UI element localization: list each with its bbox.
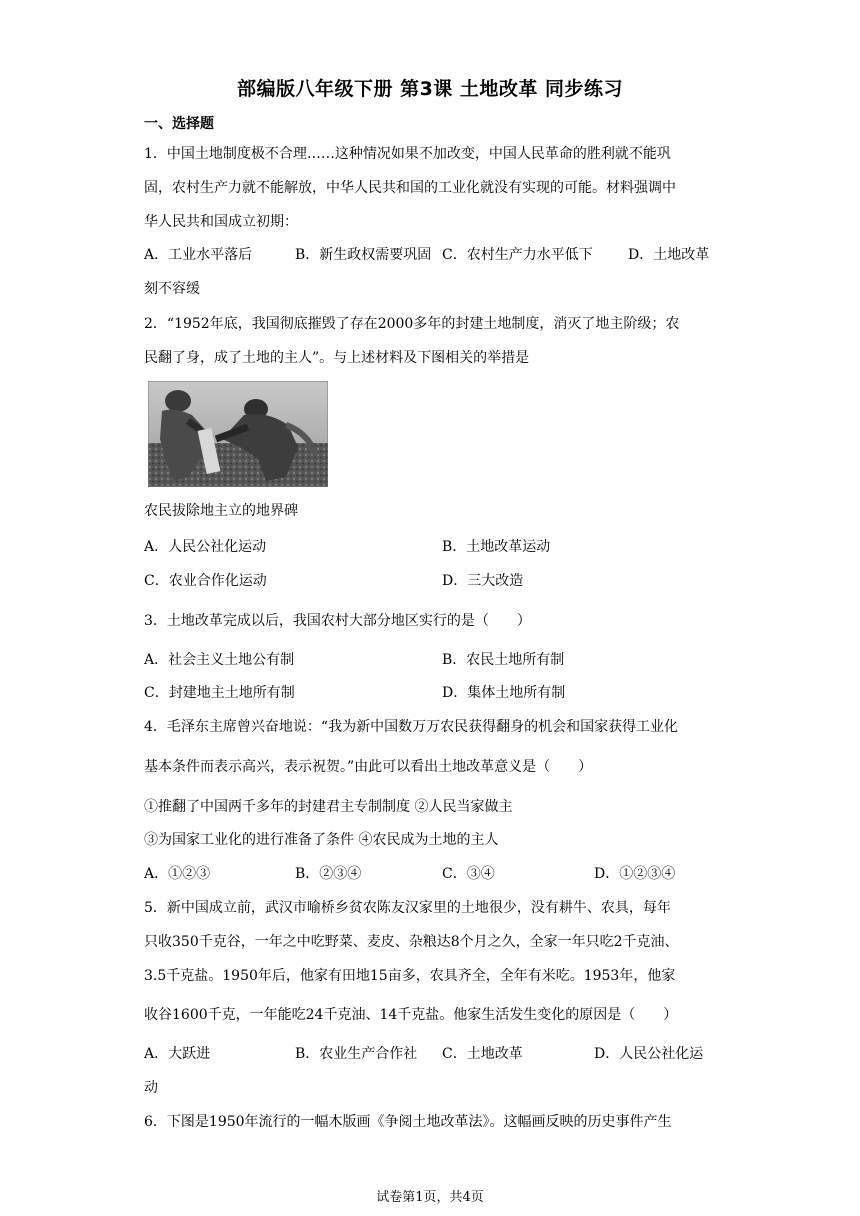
- page-footer: 试卷第1页，共4页: [376, 1190, 484, 1205]
- q1-option-a: A．工业水平落后: [144, 247, 253, 263]
- q3-option-d: D．集体土地所有制: [442, 685, 566, 701]
- q6-line-1: 6．下图是1950年流行的一幅木版画《争阅土地改革法》。这幅画反映的历史事件产生: [144, 1114, 672, 1130]
- q5-line-4: 收谷1600千克，一年能吃24千克油、14千克盐。他家生活发生变化的原因是（ ）: [144, 1007, 678, 1023]
- section-heading: 一、选择题: [144, 116, 214, 132]
- q1-line-3: 华人民共和国成立初期：: [144, 214, 298, 230]
- farmers-removing-boundary-stone-photo: [148, 381, 328, 487]
- q1-option-c: C．农村生产力水平低下: [442, 247, 593, 263]
- q2-line-1: 2．“1952年底，我国彻底摧毁了存在2000多年的封建土地制度，消灭了地主阶级；农: [144, 316, 680, 332]
- q5-option-a: A．大跃进: [144, 1046, 211, 1062]
- q3-option-b: B．农民土地所有制: [442, 652, 565, 668]
- q4-option-d: D．①②③④: [594, 866, 676, 882]
- q2-option-b: B．土地改革运动: [442, 539, 551, 555]
- image-caption: 农民拔除地主立的地界碑: [144, 503, 298, 519]
- q5-option-d-wrap: 动: [144, 1080, 158, 1096]
- q3-option-c: C．封建地主土地所有制: [144, 685, 295, 701]
- q2-line-2: 民翻了身，成了土地的主人”。与上述材料及下图相关的举措是: [144, 350, 530, 366]
- q4-statement-2: ③为国家工业化的进行准备了条件 ④农民成为土地的主人: [144, 832, 499, 848]
- q5-option-c: C．土地改革: [442, 1046, 523, 1062]
- q3-line-1: 3．土地改革完成以后，我国农村大部分地区实行的是（ ）: [144, 613, 531, 629]
- q2-option-d: D．三大改造: [442, 573, 524, 589]
- q1-option-d: D．土地改革: [628, 247, 710, 263]
- page-title: 部编版八年级下册 第3课 土地改革 同步练习: [236, 78, 624, 100]
- q5-option-b: B．农业生产合作社: [295, 1046, 418, 1062]
- q4-line-1: 4．毛泽东主席曾兴奋地说：“我为新中国数万万农民获得翻身的机会和国家获得工业化: [144, 719, 679, 735]
- q4-statement-1: ①推翻了中国两千多年的封建君主专制制度 ②人民当家做主: [144, 799, 513, 815]
- q5-option-d: D．人民公社化运: [594, 1046, 704, 1062]
- q5-line-3: 3.5千克盐。1950年后，他家有田地15亩多，农具齐全，全年有米吃。1953年，他家: [144, 968, 676, 984]
- q4-option-c: C．③④: [442, 866, 495, 882]
- q3-option-a: A．社会主义土地公有制: [144, 652, 295, 668]
- q1-line-2: 固，农村生产力就不能解放，中华人民共和国的工业化就没有实现的可能。材料强调中: [144, 180, 676, 196]
- q2-option-a: A．人民公社化运动: [144, 539, 267, 555]
- q5-line-1: 5．新中国成立前，武汉市喻桥乡贫农陈友汉家里的土地很少，没有耕牛、农具，每年: [144, 900, 671, 916]
- q4-line-2: 基本条件而表示高兴，表示祝贺。”由此可以看出土地改革意义是（ ）: [144, 759, 593, 775]
- q5-line-2: 只收350千克谷，一年之中吃野菜、麦皮、杂粮达8个月之久，全家一年只吃2千克油、: [144, 934, 679, 950]
- q4-option-b: B．②③④: [295, 866, 362, 882]
- q2-option-c: C．农业合作化运动: [144, 573, 267, 589]
- q1-option-b: B．新生政权需要巩固: [295, 247, 432, 263]
- q1-option-d-wrap: 刻不容缓: [144, 281, 200, 297]
- q4-option-a: A．①②③: [144, 866, 211, 882]
- q1-line-1: 1．中国土地制度极不合理……这种情况如果不加改变，中国人民革命的胜利就不能巩: [144, 146, 671, 162]
